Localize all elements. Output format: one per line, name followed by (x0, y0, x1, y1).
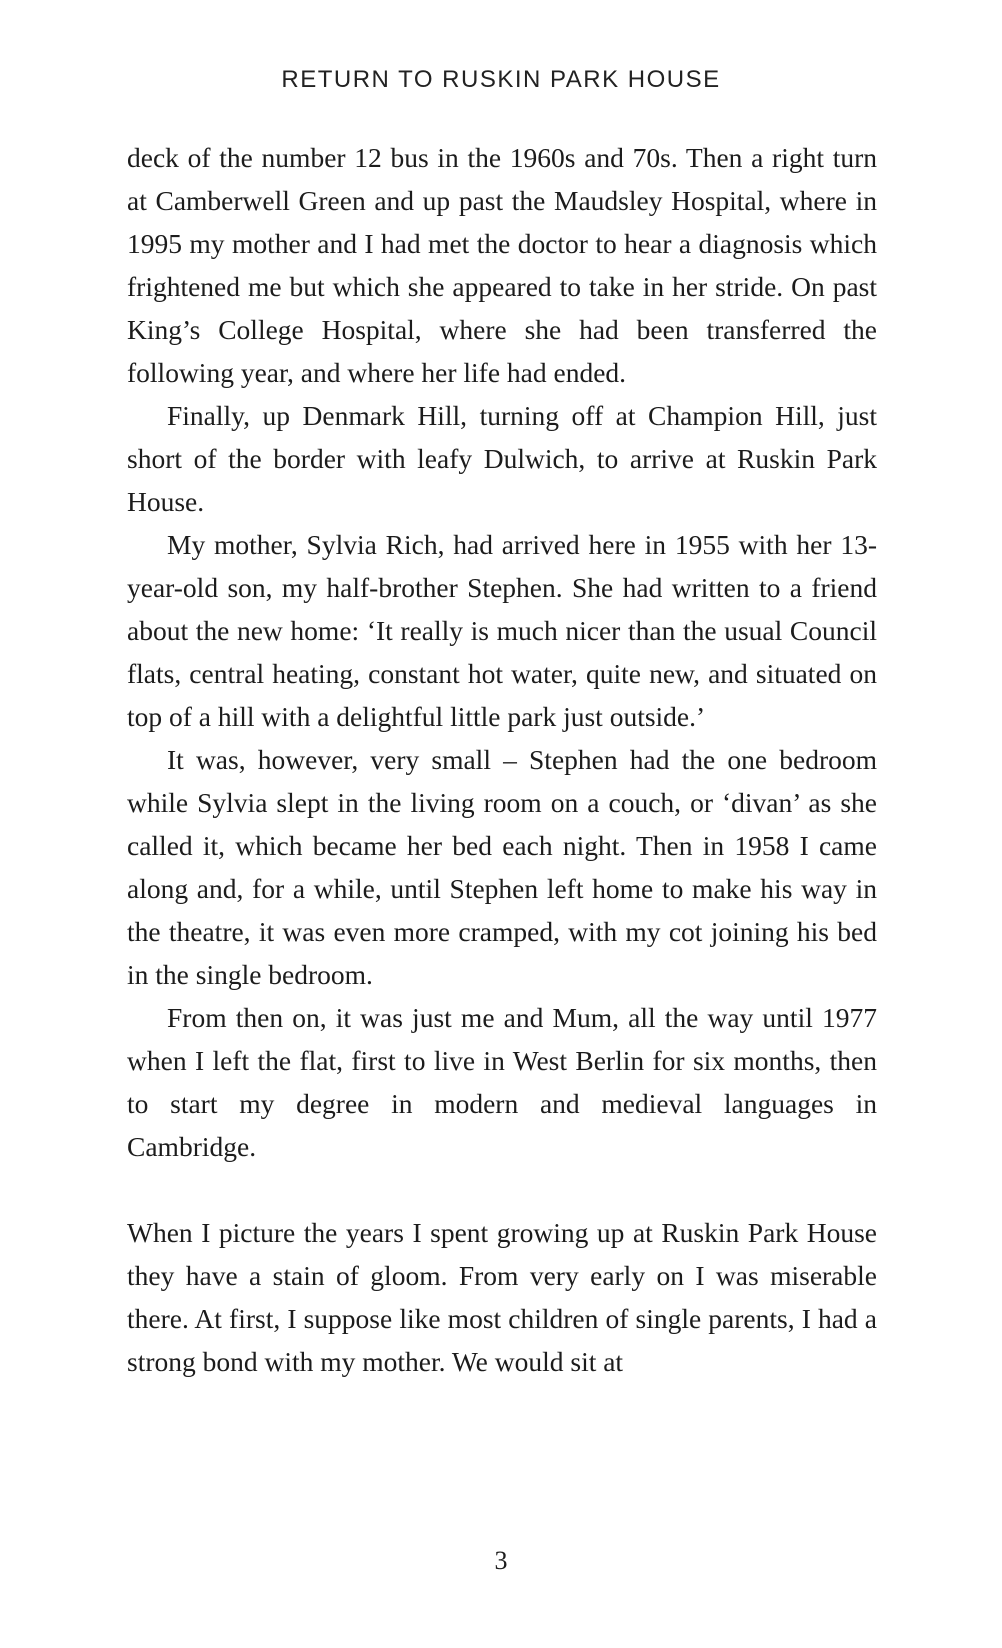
page-number: 3 (494, 1546, 508, 1575)
paragraph: deck of the number 12 bus in the 1960s and 70s. Then a right turn at Camberwell Green and up past the Maudsley Hospital, where in 1995 my mother and I had met the doctor to hear a diagnosis which frightened me but which she appeared to take in her stride. On past King’s College Hospital, where she had been transferred the following year, and where her life had ended. (127, 142, 877, 388)
paragraph: From then on, it was just me and Mum, all the way until 1977 when I left the flat, first to live in West Berlin for six months, then to start my degree in modern and medieval languages in Cambridge. (127, 1002, 877, 1162)
running-header: RETURN TO RUSKIN PARK HOUSE (281, 66, 721, 93)
paragraph: Finally, up Denmark Hill, turning off at Champion Hill, just short of the border with leafy Dulwich, to arrive at Ruskin Park House. (127, 400, 877, 517)
paragraph: My mother, Sylvia Rich, had arrived here in 1955 with her 13-year-old son, my half-brother Stephen. She had written to a friend about the new home: ‘It really is much nicer than the usual Council flats, central heating, constant hot water, quite new, and situated on top of a hill with a delightful little park just outside.’ (127, 529, 877, 732)
page-body (127, 136, 877, 1383)
paragraph: When I picture the years I spent growing up at Ruskin Park House they have a stain of gloom. From very early on I was miserable there. At first, I suppose like most children of single parents, I had a strong bond with my mother. We would sit at (127, 1217, 877, 1377)
paragraph: It was, however, very small – Stephen had the one bedroom while Sylvia slept in the living room on a couch, or ‘divan’ as she called it, which became her bed each night. Then in 1958 I came along and, for a while, until Stephen left home to make his way in the theatre, it was even more cramped, with my cot joining his bed in the single bedroom. (127, 744, 877, 990)
